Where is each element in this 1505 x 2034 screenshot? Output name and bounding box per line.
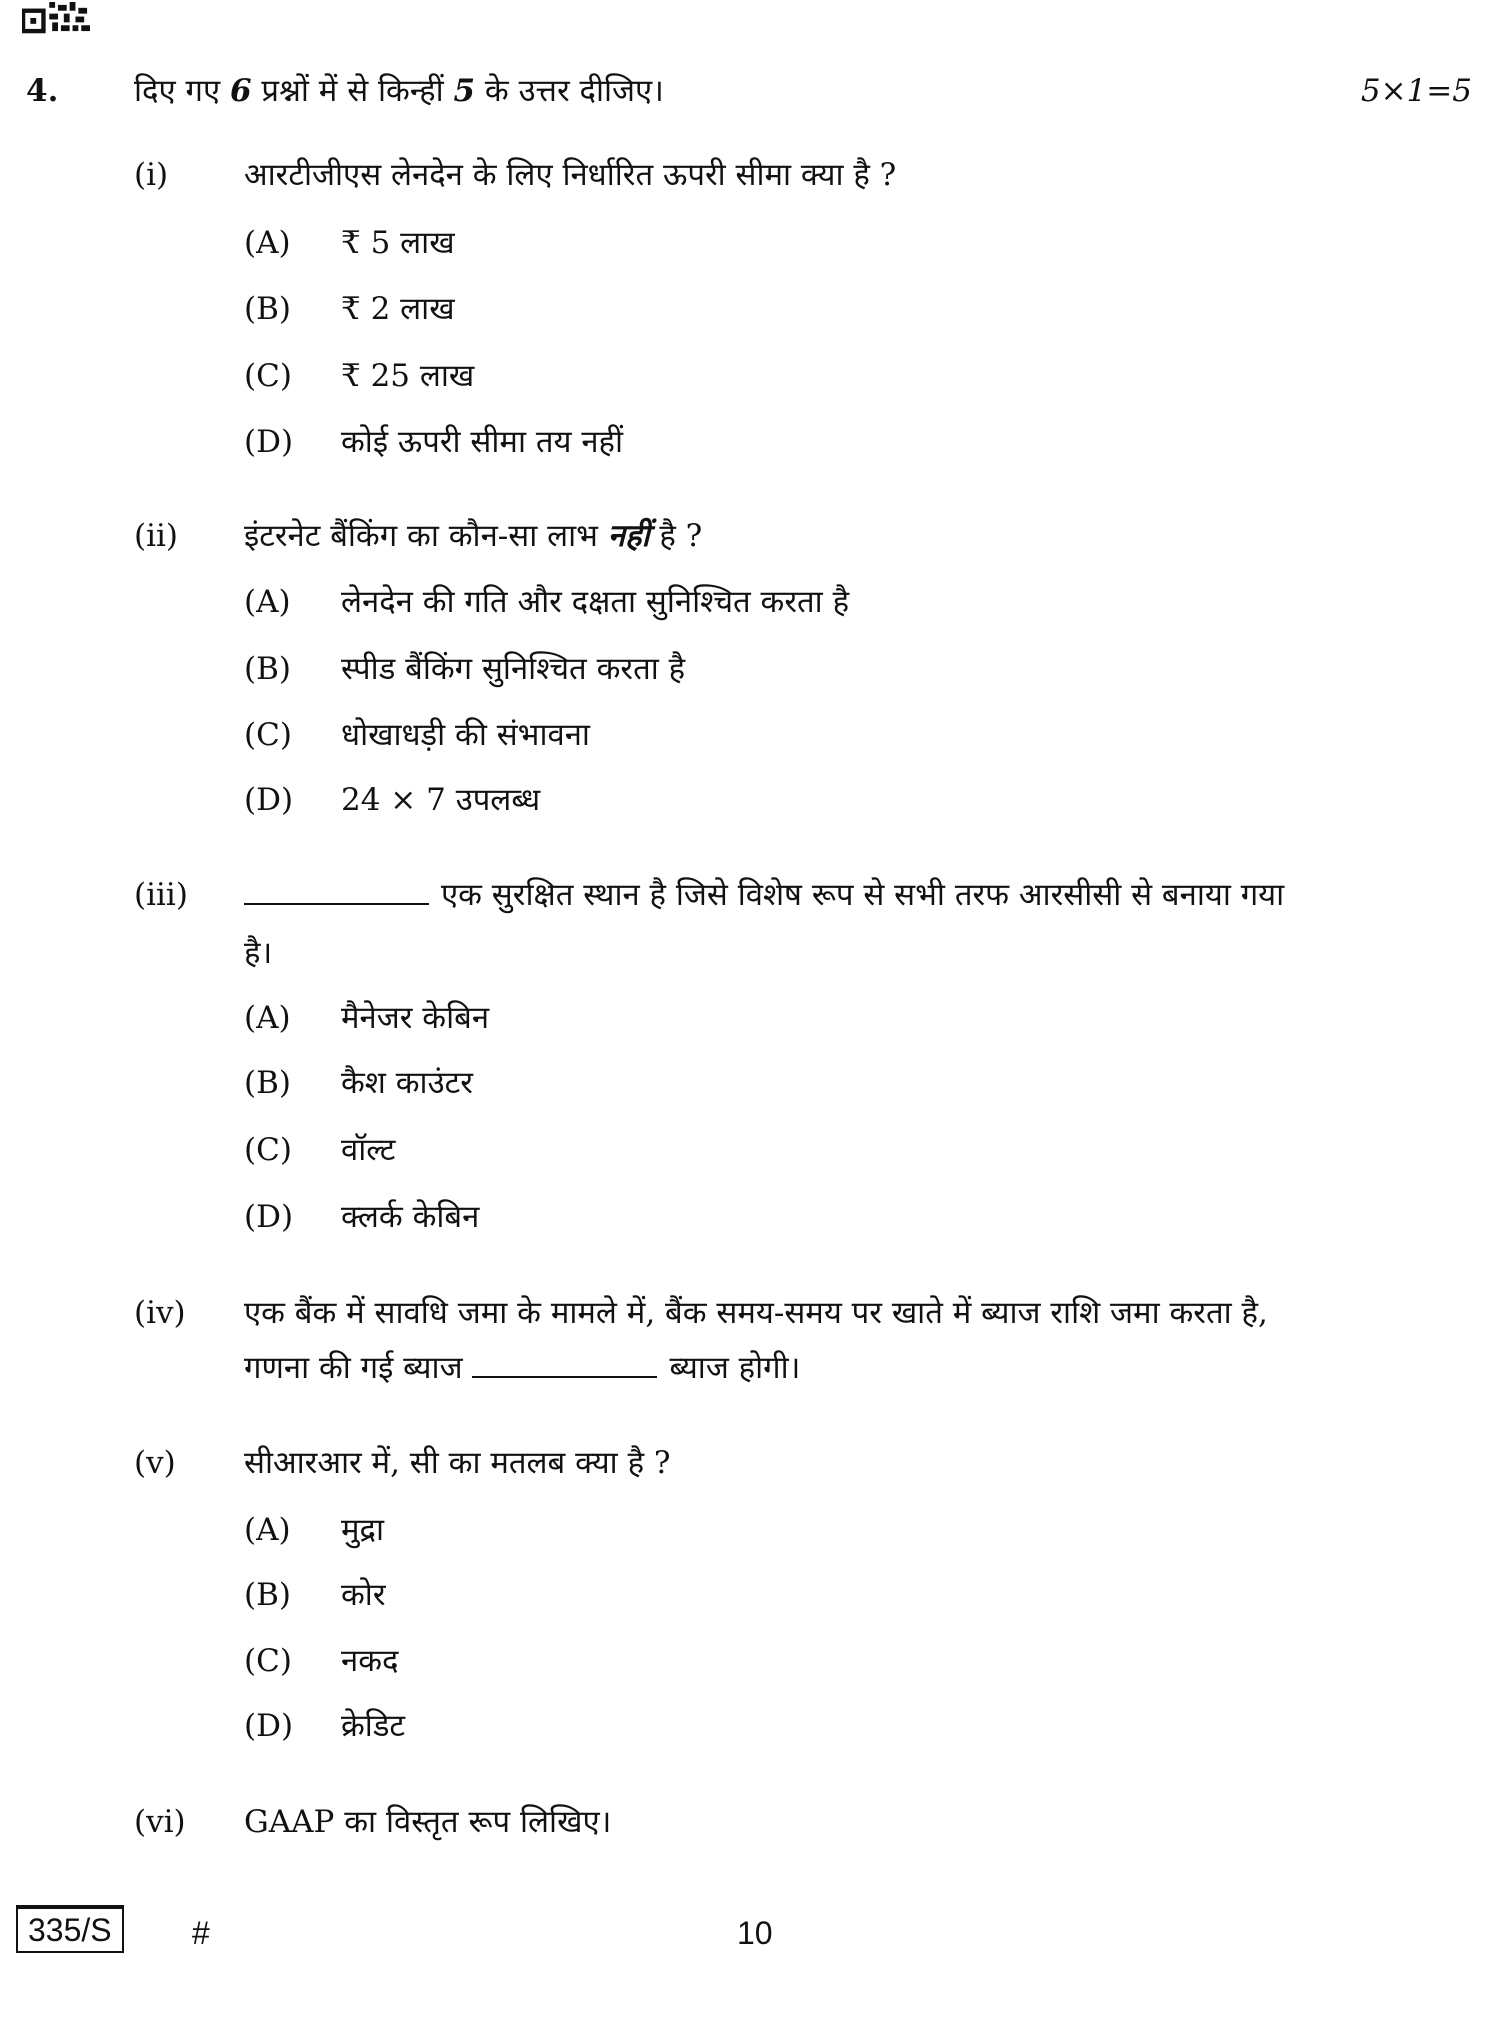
option-label: (A) [244, 225, 291, 261]
subquestion-label: (i) [134, 157, 169, 193]
paper-code: 335/S [16, 1905, 124, 1953]
marks: 5×1=5 [1360, 73, 1472, 109]
option-label: (D) [244, 1708, 294, 1744]
option-label: (C) [244, 358, 292, 394]
question-instruction: दिए गए 6 प्रश्नों में से किन्हीं 5 के उत्तर दीजिए। [134, 73, 664, 109]
subquestion-label: (vi) [134, 1804, 186, 1840]
subquestion-text: एक बैंक में सावधि जमा के मामले में, बैंक समय-समय पर खाते में ब्याज राशि जमा करता है, [244, 1295, 1268, 1331]
qr-code-icon [22, 2, 94, 34]
option-text: 24 × 7 उपलब्ध [341, 782, 541, 818]
option-text: क्लर्क केबिन [341, 1199, 480, 1235]
subquestion-text: एक सुरक्षित स्थान है जिसे विशेष रूप से सभी तरफ आरसीसी से बनाया गया [244, 875, 1284, 915]
option-label: (C) [244, 1643, 292, 1679]
subquestion-label: (ii) [134, 518, 179, 554]
option-text: ₹ 5 लाख [341, 225, 455, 261]
question-number: 4. [26, 73, 59, 109]
option-label: (A) [244, 584, 291, 620]
option-label: (A) [244, 1000, 291, 1036]
fill-blank [472, 1350, 657, 1378]
page-number: 10 [737, 1915, 773, 1951]
option-text: वॉल्ट [341, 1132, 396, 1168]
option-text: ₹ 2 लाख [341, 291, 455, 327]
subquestion-text: इंटरनेट बैंकिंग का कौन-सा लाभ नहीं है ? [244, 518, 703, 554]
option-text: ₹ 25 लाख [341, 358, 475, 394]
option-text: कोई ऊपरी सीमा तय नहीं [341, 424, 624, 460]
option-label: (D) [244, 1199, 294, 1235]
hash-mark: # [192, 1915, 210, 1951]
option-label: (B) [244, 1065, 291, 1101]
subquestion-label: (iii) [134, 877, 188, 913]
subquestion-text: सीआरआर में, सी का मतलब क्या है ? [244, 1445, 671, 1481]
option-label: (D) [244, 424, 294, 460]
subquestion-text-cont: गणना की गई ब्याज ब्याज होगी। [244, 1350, 801, 1386]
option-label: (B) [244, 651, 291, 687]
option-text: मैनेजर केबिन [341, 1000, 490, 1036]
option-text: स्पीड बैंकिंग सुनिश्चित करता है [341, 651, 686, 687]
option-text: लेनदेन की गति और दक्षता सुनिश्चित करता है [341, 584, 850, 620]
option-label: (A) [244, 1512, 291, 1548]
option-label: (B) [244, 1577, 291, 1613]
option-text: धोखाधड़ी की संभावना [341, 717, 590, 753]
fill-blank [244, 877, 429, 905]
option-text: क्रेडिट [341, 1708, 406, 1744]
option-label: (D) [244, 782, 294, 818]
option-label: (C) [244, 717, 292, 753]
option-text: मुद्रा [341, 1512, 385, 1548]
option-text: नकद [341, 1643, 399, 1679]
subquestion-text-cont: है। [244, 935, 273, 971]
subquestion-text: आरटीजीएस लेनदेन के लिए निर्धारित ऊपरी सीमा क्या है ? [244, 157, 897, 193]
option-label: (C) [244, 1132, 292, 1168]
subquestion-label: (v) [134, 1445, 176, 1481]
subquestion-text: GAAP का विस्तृत रूप लिखिए। [244, 1804, 612, 1840]
option-text: कैश काउंटर [341, 1065, 473, 1101]
option-text: कोर [341, 1577, 386, 1613]
option-label: (B) [244, 291, 291, 327]
subquestion-label: (iv) [134, 1295, 186, 1331]
